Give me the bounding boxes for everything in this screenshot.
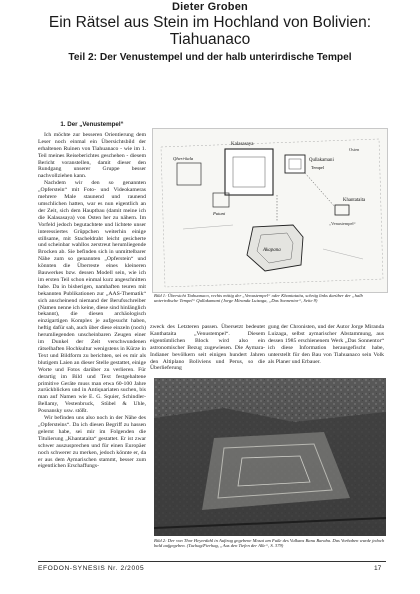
label-akapana: Akapana xyxy=(263,248,281,253)
journal-footer: EFODON-SYNESIS Nr. 2/2005 xyxy=(38,565,145,572)
site-plan-figure xyxy=(152,128,388,293)
label-putuni: Putuni xyxy=(213,211,226,216)
text-column-2: zweck des Letzteren passen. Übersetzt bedeutet Kanthataita „Venustempel“. Diesem eigentümlichen Block wird also ein astronomischer Bezug zugewiesen. Die Aymara-Indianer bevölkern seit einigen hundert Jahren den Altiplano Boliviens und Perus, so die Überlieferung xyxy=(150,324,265,372)
site-plan-drawing xyxy=(153,129,387,292)
section-heading: 1. Der „Venustempel“ xyxy=(60,121,124,128)
figure-1-caption: Bild 1: Übersicht Tiahuanaco, rechts mittig der „Venustempel“ oder Khantataita, schräg links darüber der „halb unterirdische Tempel“ Qullakamani (Jorge Miranda Luizaga, „Das Sonnentor“, Seite 9) xyxy=(154,293,363,304)
stone-photo xyxy=(154,378,386,536)
text-column-3: gung der Chronisten, und der Autor Jorge Miranda Luizaga, selbst aymarischer Abstammung, aus dessen 1985 erschienenem Werk „Das Sonnentor“ ich diese Information herausgefischt habe, unterstellt für den Bau von Tiahuanaco sein Volk als Planer und Erbauer. xyxy=(268,324,384,365)
label-kalasasaya: Kalasasaya xyxy=(231,142,254,147)
label-qullakamani: Qullakamani xyxy=(309,158,334,163)
label-osten: Osten xyxy=(349,147,360,152)
title-line-1: Ein Rätsel aus Stein im Hochland von Bolivien: xyxy=(48,14,372,31)
page-number: 17 xyxy=(374,565,382,572)
article-author: Dieter Groben xyxy=(172,1,248,13)
label-khantataita: Khantataita xyxy=(343,198,366,203)
article-subtitle: Teil 2: Der Venustempel und der halb unterirdische Tempel xyxy=(68,52,352,63)
kalasasaya-outline xyxy=(225,149,273,195)
paragraph-2: Nachdem wir den so genannten „Opferstein“ mit Foto- und Videokameras mehrere Male staunend und raunend umschlichen hatten, war es nun eigentlich an der Zeit, sich dem Hauptbau (damit meine ich die Kalasasaya) von Osten her zu nähern. Im Vorfeld jedoch begutachtete und lichtete unser interessiertes Grüppchen weiterhin einige stillsame, mit Stacheldraht leicht gesicherte und scheinbar wahllos zerstreut herumliegende Brocken ab. Sie befinden sich in unmittelbarer Nähe zum so genannten „Opferstein“ und könnten die Überreste eines kleineren Bauwerkes bzw. dessen Modell sein, wie ich im ersten Teil schon einmal kurz angeschnitten habe. Da in bisherigen, namhaften teuren mit bekannten Publikationen zur „AAS-Thematik“ sich anscheinend niemand der Berufsschreiber (Namen nenne ich keine, diese sind hinlänglich bekannt), die diesen archäologisch einzigartigen Komplex je aufgesucht haben, heftig dafür sah, auch über diese einzeln (noch) herumliegenden unscheinbaren Zeugen einer im Dunkel der Zeit verschwundenen rätselhaften Hochkultur wenigstens in Kürze in Text und Bildform zu berichten, sei es mir als blutigem Laien an dieser Stelle gestattet, einige Worte und Fotos darüber zu verlieren. Für derartig im Bild und Text festgehaltene primitive Geräte muss man etwa 60-100 Jahre zurückblicken und in Antiquariaten suchen, bis man auf Namen wie E. G. Squier, Schindler-Bellamy, Vestenbruck, Stübel & Uhle, Posnansky usw. stößt. xyxy=(38,180,147,415)
qullakamani-outline xyxy=(285,155,305,173)
paragraph-3: Wir befinden uns also noch in der Nähe des „Opfersteins“. Da ich diesen Begriff zu hassen gelernt habe, sei mir im Folgenden die Titulierung „Khantataita“ gestattet. Er ist zwar schwer auszusprechen und für einen Europäer noch schwerer zu merken, jedoch könnte er, da er aus dem Aymarischen stammt, besser zum eigentlichen Erschaffungs- xyxy=(38,415,146,470)
text-column-1 xyxy=(38,122,146,470)
label-venustempel: „Venustempel“ xyxy=(329,221,356,226)
figure-2-caption: Bild 2: Der von Thor Heyerdahl in Auftrag gegebene Mosai am Fuße des Vulkans Banu Baraba. Das Vorhaben wurde jedoch bald aufgegeben. (Tuchag/Fierhag, „Aus den Tiefen der Alle“, S. 379) xyxy=(154,538,385,549)
stone-photo-figure xyxy=(154,378,386,536)
paragraph-1: Ich möchte zur besseren Orientierung dem Leser noch einmal ein Übersichtsbild der erhaltenen Ruinen von Tiahuanaco - wie im 1. Teil meines Reiseberichtes geschehen - diesem Bericht voranstellen, damit dieser den Rundgang unserer Gruppe besser nachvollziehen kann. xyxy=(38,131,146,180)
article-title xyxy=(0,14,420,48)
title-line-2: Tiahuanaco xyxy=(169,31,251,48)
label-qheriicala: Qheri-kala xyxy=(173,156,194,161)
footer-rule xyxy=(38,561,386,562)
label-tempel: Tempel xyxy=(311,165,325,170)
